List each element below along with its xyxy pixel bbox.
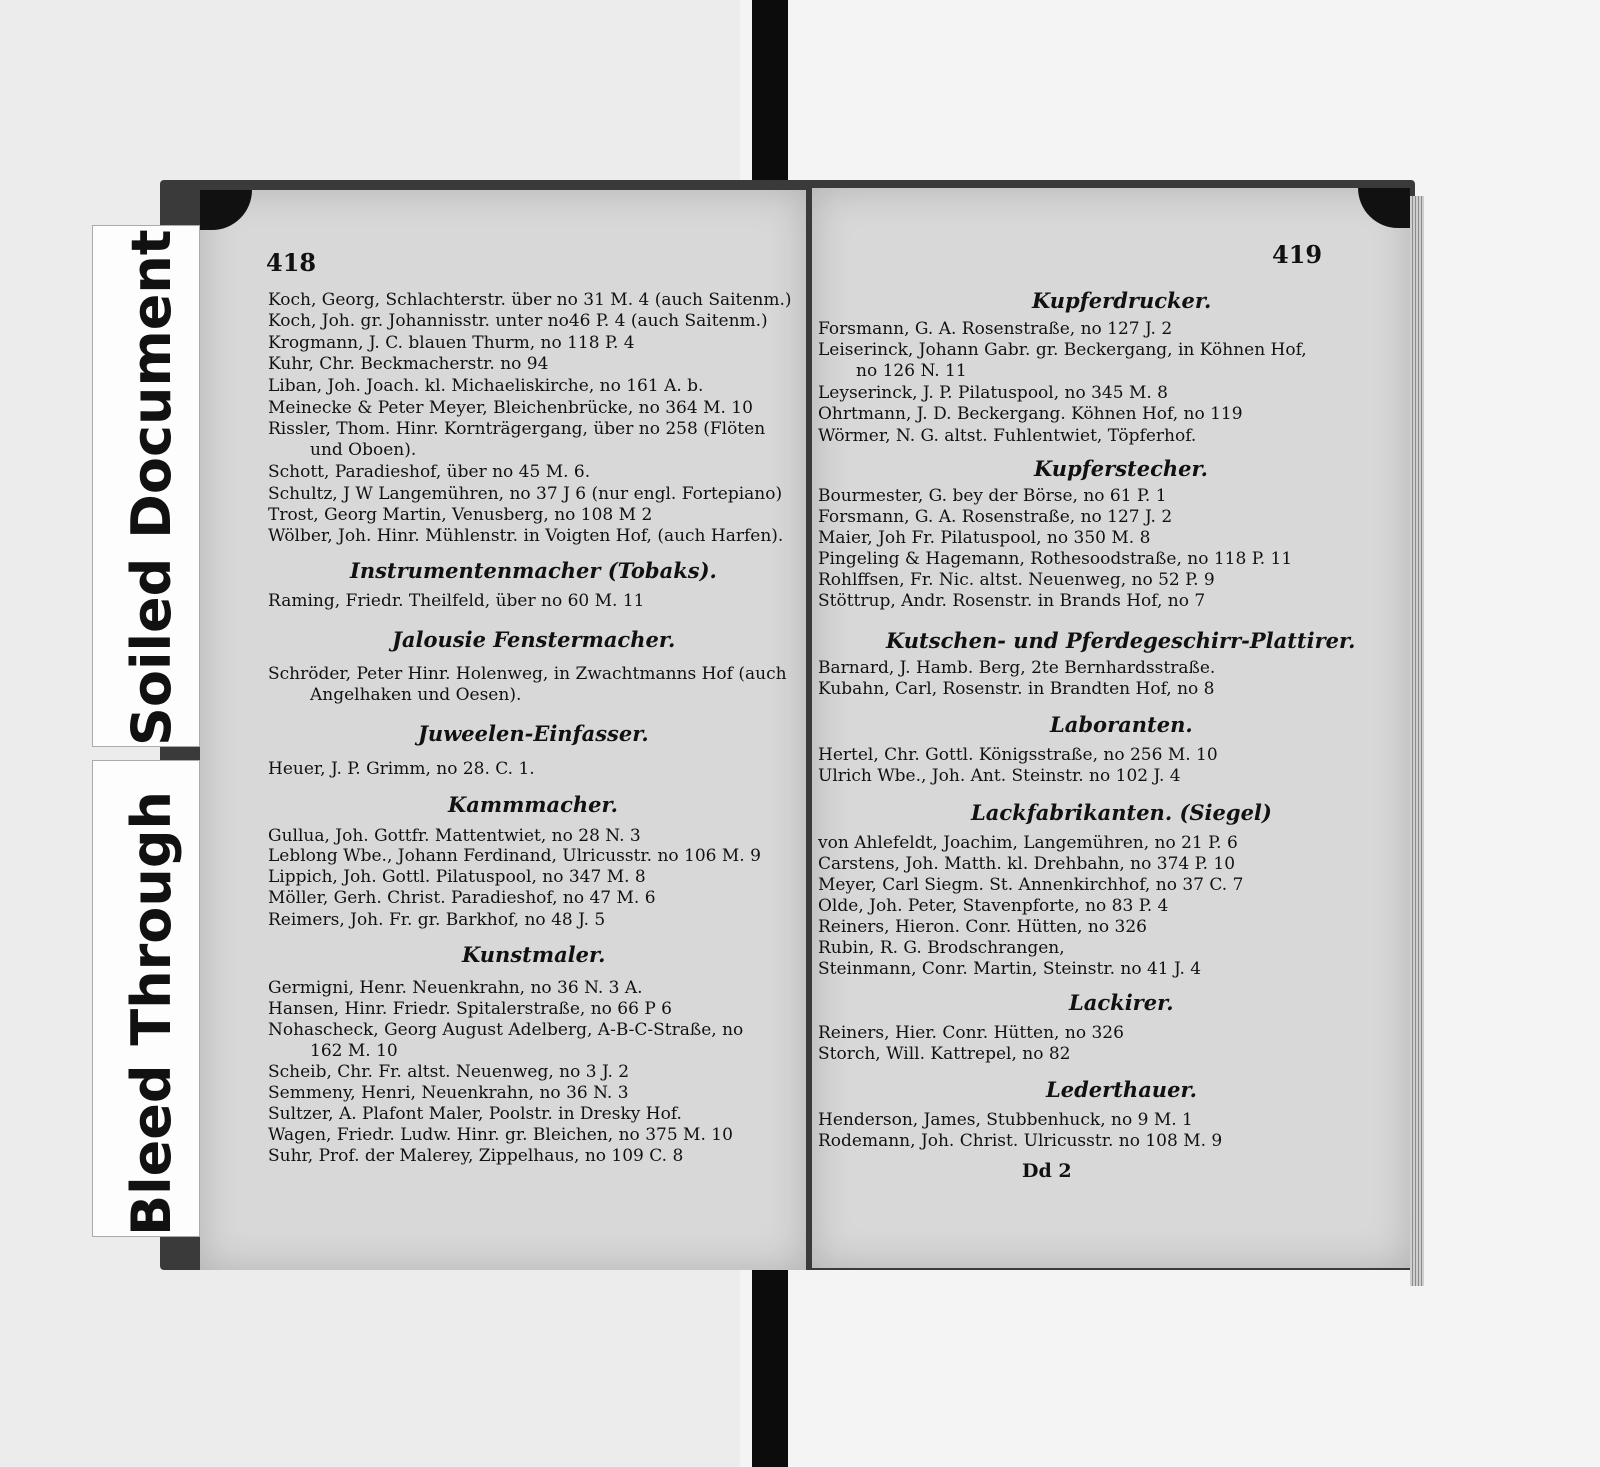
directory-entry: Suhr, Prof. der Malerey, Zippelhaus, no 109 C. 8 [268,1146,684,1166]
directory-entry: Koch, Joh. gr. Johannisstr. unter no46 P. 4 (auch Saitenm.) [268,311,768,331]
directory-entry: Stöttrup, Andr. Rosenstr. in Brands Hof, no 7 [818,591,1206,611]
directory-entry: Semmeny, Henri, Neuenkrahn, no 36 N. 3 [268,1083,629,1103]
directory-entry: Nohascheck, Georg August Adelberg, A-B-C-Straße, no [268,1020,744,1040]
corner-mount [1358,188,1410,228]
section-heading: Kupferdrucker. [1032,288,1212,313]
directory-entry: Heuer, J. P. Grimm, no 28. C. 1. [268,759,535,779]
section-heading: Kupferstecher. [1034,456,1208,481]
directory-entry: Hansen, Hinr. Friedr. Spitalerstraße, no 66 P 6 [268,999,672,1019]
directory-entry: Leblong Wbe., Johann Ferdinand, Ulricusstr. no 106 M. 9 [268,846,761,866]
directory-entry: Rubin, R. G. Brodschrangen, [818,938,1065,958]
section-heading: Juweelen-Einfasser. [418,721,649,746]
section-heading: Lederthauer. [1046,1077,1197,1102]
directory-entry: Sultzer, A. Plafont Maler, Poolstr. in Dresky Hof. [268,1104,682,1124]
directory-entry: Storch, Will. Kattrepel, no 82 [818,1044,1071,1064]
directory-entry: Koch, Georg, Schlachterstr. über no 31 M. 4 (auch Saitenm.) [268,290,792,310]
directory-entry: Kubahn, Carl, Rosenstr. in Brandten Hof, no 8 [818,679,1215,699]
directory-entry: Forsmann, G. A. Rosenstraße, no 127 J. 2 [818,507,1173,527]
directory-entry: Forsmann, G. A. Rosenstraße, no 127 J. 2 [818,319,1173,339]
directory-entry: Leiserinck, Johann Gabr. gr. Beckergang, in Köhnen Hof, [818,340,1307,360]
directory-entry: Rohlffsen, Fr. Nic. altst. Neuenweg, no 52 P. 9 [818,570,1215,590]
directory-entry: Carstens, Joh. Matth. kl. Drehbahn, no 374 P. 10 [818,854,1236,874]
directory-entry: Wörmer, N. G. altst. Fuhlentwiet, Töpferhof. [818,426,1197,446]
label-text-bleed-through: Bleed Through [120,791,183,1236]
directory-entry: Olde, Joh. Peter, Stavenpforte, no 83 P. 4 [818,896,1169,916]
directory-entry: Bourmester, G. bey der Börse, no 61 P. 1 [818,486,1167,506]
section-heading: Kutschen- und Pferdegeschirr-Plattirer. [886,628,1356,653]
directory-entry: Barnard, J. Hamb. Berg, 2te Bernhardsstraße. [818,658,1216,678]
directory-entry: Scheib, Chr. Fr. altst. Neuenweg, no 3 J. 2 [268,1062,630,1082]
directory-entry: Liban, Joh. Joach. kl. Michaeliskirche, no 161 A. b. [268,376,704,396]
right-page [812,188,1410,1268]
directory-entry: Reiners, Hieron. Conr. Hütten, no 326 [818,917,1147,937]
directory-entry: Pingeling & Hagemann, Rothesoodstraße, no 118 P. 11 [818,549,1293,569]
page-edge [1410,196,1424,1286]
directory-entry: Reiners, Hier. Conr. Hütten, no 326 [818,1023,1124,1043]
section-heading: Laboranten. [1050,712,1193,737]
directory-entry: Rodemann, Joh. Christ. Ulricusstr. no 108 M. 9 [818,1131,1223,1151]
directory-entry: Steinmann, Conr. Martin, Steinstr. no 41 J. 4 [818,959,1202,979]
directory-entry: Krogmann, J. C. blauen Thurm, no 118 P. 4 [268,333,635,353]
entry-continuation: 162 M. 10 [310,1041,398,1061]
page-number: 419 [1272,240,1323,269]
directory-entry: Wölber, Joh. Hinr. Mühlenstr. in Voigten Hof, (auch Harfen). [268,526,784,546]
directory-entry: Rissler, Thom. Hinr. Kornträgergang, über no 258 (Flöten [268,419,766,439]
entry-continuation: no 126 N. 11 [856,361,967,381]
directory-entry: Raming, Friedr. Theilfeld, über no 60 M. 11 [268,591,645,611]
directory-entry: von Ahlefeldt, Joachim, Langemühren, no 21 P. 6 [818,833,1238,853]
section-heading: Lackfabrikanten. (Siegel) [971,800,1272,825]
directory-entry: Trost, Georg Martin, Venusberg, no 108 M 2 [268,505,653,525]
section-heading: Kunstmaler. [462,942,606,967]
directory-entry: Meyer, Carl Siegm. St. Annenkirchhof, no 37 C. 7 [818,875,1244,895]
entry-continuation: und Oboen). [310,440,417,460]
section-heading: Jalousie Fenstermacher. [392,627,676,652]
directory-entry: Ulrich Wbe., Joh. Ant. Steinstr. no 102 J. 4 [818,766,1181,786]
directory-entry: Maier, Joh Fr. Pilatuspool, no 350 M. 8 [818,528,1151,548]
directory-entry: Wagen, Friedr. Ludw. Hinr. gr. Bleichen, no 375 M. 10 [268,1125,733,1145]
section-heading: Lackirer. [1069,990,1174,1015]
directory-entry: Gullua, Joh. Gottfr. Mattentwiet, no 28 N. 3 [268,826,641,846]
directory-entry: Germigni, Henr. Neuenkrahn, no 36 N. 3 A. [268,978,643,998]
left-page [200,190,806,1270]
directory-entry: Leyserinck, J. P. Pilatuspool, no 345 M. 8 [818,383,1169,403]
label-bleed-through [92,760,200,1237]
directory-entry: Schultz, J W Langemühren, no 37 J 6 (nur engl. Fortepiano) [268,484,783,504]
section-heading: Instrumentenmacher (Tobaks). [350,558,717,583]
directory-entry: Reimers, Joh. Fr. gr. Barkhof, no 48 J. 5 [268,910,606,930]
label-soiled-document [92,225,200,747]
directory-entry: Hertel, Chr. Gottl. Königsstraße, no 256 M. 10 [818,745,1218,765]
directory-entry: Schott, Paradieshof, über no 45 M. 6. [268,462,591,482]
label-text-soiled-document: Soiled Document [120,229,183,746]
directory-entry: Möller, Gerh. Christ. Paradieshof, no 47 M. 6 [268,888,656,908]
directory-entry: Kuhr, Chr. Beckmacherstr. no 94 [268,354,549,374]
signature-mark: Dd 2 [1022,1160,1072,1182]
section-heading: Kammmacher. [448,792,618,817]
directory-entry: Meinecke & Peter Meyer, Bleichenbrücke, no 364 M. 10 [268,398,753,418]
entry-continuation: Angelhaken und Oesen). [310,685,522,705]
directory-entry: Lippich, Joh. Gottl. Pilatuspool, no 347 M. 8 [268,867,646,887]
page-number: 418 [266,248,317,277]
directory-entry: Ohrtmann, J. D. Beckergang. Köhnen Hof, no 119 [818,404,1243,424]
corner-mount [200,190,252,230]
directory-entry: Schröder, Peter Hinr. Holenweg, in Zwachtmanns Hof (auch [268,664,787,684]
directory-entry: Henderson, James, Stubbenhuck, no 9 M. 1 [818,1110,1193,1130]
